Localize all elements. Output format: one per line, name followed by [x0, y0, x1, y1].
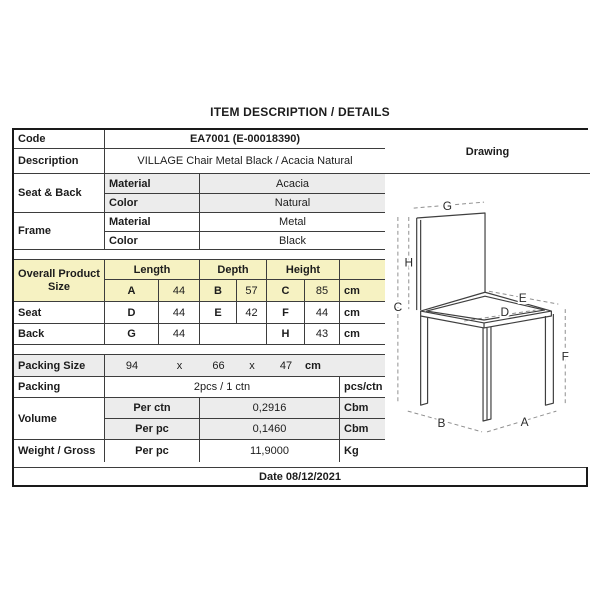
- chair-drawing: [385, 174, 590, 467]
- chair-seat-edge-right: [484, 311, 551, 328]
- overall-depth-key: B: [200, 280, 237, 302]
- page-title: ITEM DESCRIPTION / DETAILS: [210, 105, 390, 119]
- drawing-header: Drawing: [385, 130, 590, 174]
- code-value: EA7001 (E-00018390): [105, 130, 385, 149]
- dim-label-f: F: [561, 349, 569, 364]
- spacer-row: [14, 345, 385, 355]
- chair-leg-back-left: [421, 316, 428, 405]
- overall-height-key: C: [267, 280, 305, 302]
- back-length-key: G: [105, 324, 159, 345]
- frame-material-key: Material: [105, 213, 200, 232]
- overall-size-label: Overall Product Size: [14, 260, 105, 302]
- back-empty-cell: [200, 324, 267, 345]
- volume-per-pc-key: Per pc: [105, 419, 200, 440]
- dim-label-d: D: [500, 305, 510, 320]
- seat-height-key: F: [267, 302, 305, 324]
- volume-label: Volume: [14, 398, 105, 440]
- table-body: [14, 130, 586, 467]
- weight-value: 11,9000: [200, 440, 340, 462]
- seat-depth-key: E: [200, 302, 237, 324]
- volume-per-ctn-key: Per ctn: [105, 398, 200, 419]
- dim-label-e: E: [518, 291, 527, 306]
- size-header-unit-cell: [340, 260, 385, 280]
- volume-per-ctn-value: 0,2916: [200, 398, 340, 419]
- overall-length-key: A: [105, 280, 159, 302]
- chair-seat-rim: [427, 296, 545, 320]
- back-label: Back: [14, 324, 105, 345]
- weight-label: Weight / Gross: [14, 440, 105, 462]
- overall-unit: cm: [340, 280, 385, 302]
- size-header-length: Length: [105, 260, 200, 280]
- chair-backrest-outline: [417, 213, 485, 292]
- frame-color-value: Black: [200, 232, 385, 250]
- seat-back-label: Seat & Back: [14, 174, 105, 213]
- seat-length-value: 44: [159, 302, 200, 324]
- volume-per-pc-value: 0,1460: [200, 419, 340, 440]
- packing-size-sep1: x: [176, 359, 183, 372]
- back-unit: cm: [340, 324, 385, 345]
- seat-back-material-value: Acacia: [200, 174, 385, 194]
- chair-leg-right: [545, 314, 553, 405]
- dim-label-h: H: [404, 255, 414, 270]
- drawing-panel: [385, 130, 590, 467]
- packing-size-d1: 94: [125, 359, 139, 372]
- size-header-depth: Depth: [200, 260, 267, 280]
- code-label: Code: [14, 130, 105, 149]
- overall-depth-value: 57: [237, 280, 267, 302]
- packing-unit: pcs/ctn: [340, 377, 385, 398]
- description-value: VILLAGE Chair Metal Black / Acacia Natural: [105, 149, 385, 174]
- dim-label-b: B: [437, 415, 446, 430]
- seat-height-value: 44: [305, 302, 340, 324]
- volume-per-ctn-unit: Cbm: [340, 398, 385, 419]
- overall-length-value: 44: [159, 280, 200, 302]
- packing-size-d3: 47: [279, 359, 293, 372]
- date-row: Date 08/12/2021: [14, 467, 586, 485]
- packing-label: Packing: [14, 377, 105, 398]
- item-details-table: [12, 128, 588, 487]
- volume-per-pc-unit: Cbm: [340, 419, 385, 440]
- seat-back-color-value: Natural: [200, 194, 385, 213]
- frame-label: Frame: [14, 213, 105, 250]
- weight-unit: Kg: [340, 440, 385, 462]
- spec-grid: [14, 130, 385, 467]
- size-header-height: Height: [267, 260, 340, 280]
- overall-height-value: 85: [305, 280, 340, 302]
- dim-label-c: C: [393, 300, 403, 315]
- back-height-key: H: [267, 324, 305, 345]
- weight-key: Per pc: [105, 440, 200, 462]
- frame-material-value: Metal: [200, 213, 385, 232]
- packing-size-label: Packing Size: [14, 355, 105, 377]
- packing-size-sep2: x: [249, 359, 255, 372]
- description-label: Description: [14, 149, 105, 174]
- spacer-row: [14, 250, 385, 260]
- seat-back-color-key: Color: [105, 194, 200, 213]
- packing-value: 2pcs / 1 ctn: [105, 377, 340, 398]
- seat-depth-value: 42: [237, 302, 267, 324]
- seat-back-material-key: Material: [105, 174, 200, 194]
- packing-size-values: [105, 355, 385, 377]
- chair-drawing-svg: [385, 174, 590, 462]
- seat-length-key: D: [105, 302, 159, 324]
- dim-label-g: G: [442, 199, 453, 214]
- frame-color-key: Color: [105, 232, 200, 250]
- packing-size-unit: cm: [305, 359, 321, 372]
- back-length-value: 44: [159, 324, 200, 345]
- seat-label: Seat: [14, 302, 105, 324]
- seat-unit: cm: [340, 302, 385, 324]
- packing-size-d2: 66: [212, 359, 225, 372]
- back-height-value: 43: [305, 324, 340, 345]
- dim-label-a: A: [520, 414, 529, 429]
